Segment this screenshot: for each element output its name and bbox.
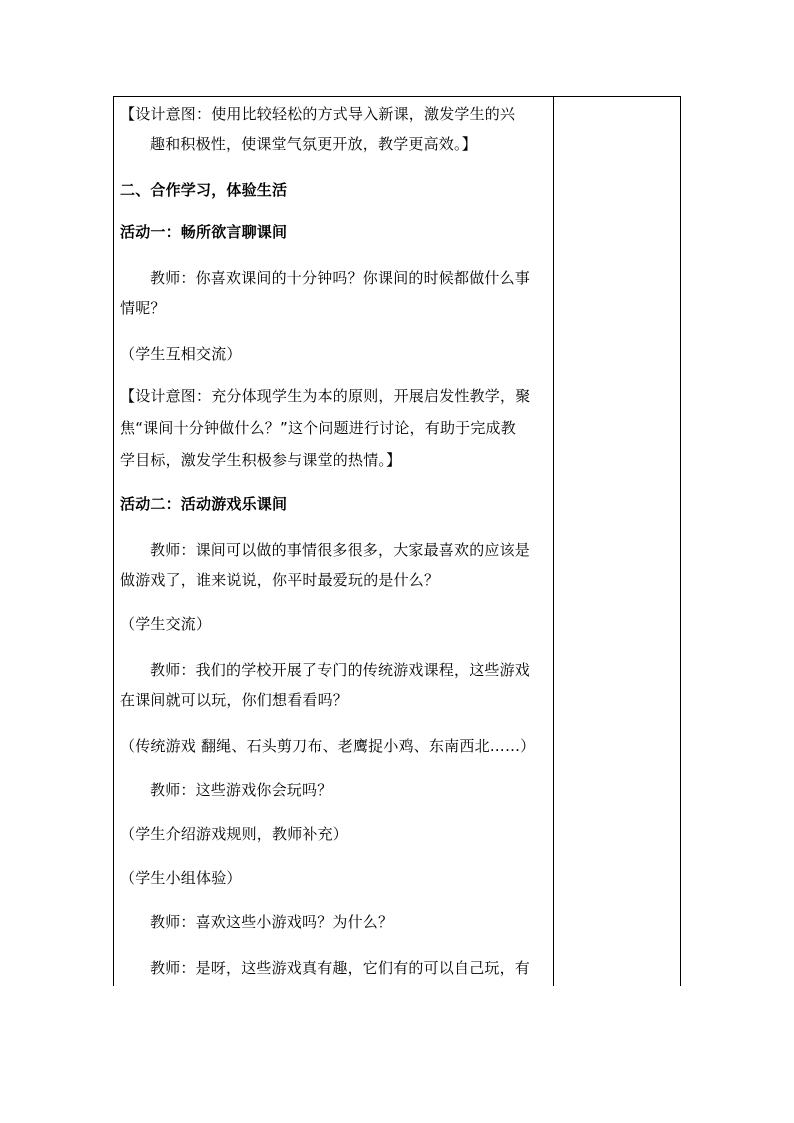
paragraph-line: 在课间就可以玩，你们想看看吗？ — [120, 691, 349, 709]
paragraph-line: 学目标，激发学生积极参与课堂的热情。】 — [120, 451, 402, 469]
paragraph-line: （传统游戏 翻绳、石头剪刀布、老鹰捉小鸡、东南西北……） — [120, 737, 536, 755]
paragraph-line: 【设计意图：充分体现学生为本的原则，开展启发性教学，聚 — [120, 387, 531, 405]
paragraph-line: （学生交流） — [120, 615, 212, 633]
paragraph-line: 教师：课间可以做的事情很多很多，大家最喜欢的应该是 — [150, 541, 531, 559]
section-heading: 活动二：活动游戏乐课间 — [120, 495, 288, 513]
paragraph-line: 趣和积极性，使课堂气氛更开放，教学更高效。】 — [150, 135, 477, 153]
paragraph-line: 教师：我们的学校开展了专门的传统游戏课程，这些游戏 — [150, 661, 531, 679]
paragraph-line: 教师：这些游戏你会玩吗？ — [150, 781, 333, 799]
paragraph-line: 焦“课间十分钟做什么？”这个问题进行讨论，有助于完成教 — [120, 419, 516, 437]
section-heading: 活动一：畅所欲言聊课间 — [120, 223, 288, 241]
paragraph-line: 【设计意图：使用比较轻松的方式导入新课，激发学生的兴 — [120, 105, 516, 123]
paragraph-line: （学生小组体验） — [120, 869, 242, 887]
table-column-divider — [553, 96, 554, 986]
paragraph-line: 教师：是呀，这些游戏真有趣，它们有的可以自己玩，有 — [150, 959, 531, 977]
paragraph-line: （学生介绍游戏规则，教师补充） — [120, 825, 349, 843]
section-heading: 二、合作学习，体验生活 — [120, 181, 288, 199]
paragraph-line: 情呢？ — [120, 299, 166, 317]
paragraph-line: 做游戏了，谁来说说，你平时最爱玩的是什么？ — [120, 571, 440, 589]
paragraph-line: （学生互相交流） — [120, 345, 242, 363]
paragraph-line: 教师：你喜欢课间的十分钟吗？你课间的时候都做什么事 — [150, 269, 531, 287]
paragraph-line: 教师：喜欢这些小游戏吗？为什么？ — [150, 913, 394, 931]
